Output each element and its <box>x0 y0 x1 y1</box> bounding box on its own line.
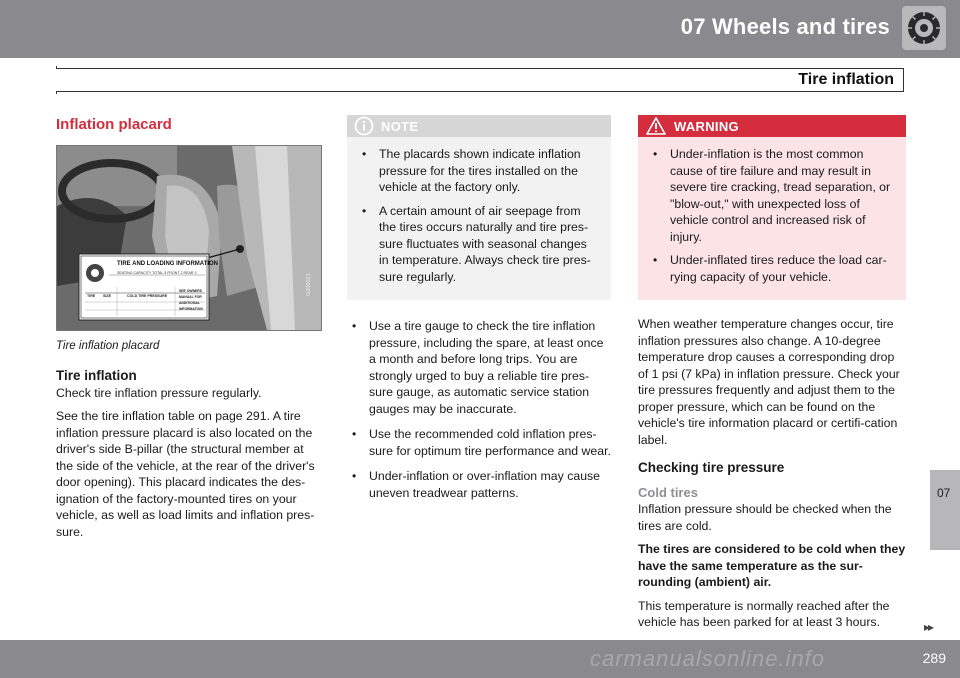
next-page-arrows-icon[interactable]: ▸▸ <box>924 620 933 634</box>
list-item: • Use the recommended cold inflation pres-sure for optimum tire performance and wear. <box>347 426 611 459</box>
column-left <box>56 110 322 547</box>
placard-seating-text: SEATING CAPACITY TOTAL 5 FRONT 2 REAR 3 <box>117 270 197 275</box>
paragraph: This temperature is normally reached after the vehicle has been parked for at least 3 hours. <box>638 598 890 629</box>
note-body <box>347 137 611 300</box>
list-item: • Under-inflation or over-inflation may cause uneven treadwear patterns. <box>347 468 611 501</box>
list-item: • Use a tire gauge to check the tire inflation pressure, including the spare, at least once a month and before long trips. You are strongly urged to buy a reliable tire pres-sure gauge, as automatic service station gauges may be inaccurate. <box>347 318 611 417</box>
paragraph: Check tire inflation pressure regularly. <box>56 385 262 400</box>
paragraph: When weather temperature changes occur, tire inflation pressures also change. A 10-degree temperature drop causes a corresponding drop of 1 psi (7 kPa) in inflation pressure. Check your tire pressures frequently and adjust them to the proper pressure, which can be found on the vehicle's tire information placard or certifi-cation label. <box>638 317 900 447</box>
placard-col-owners: SEE OWNERS MANUAL FOR ADDITIONAL INFORMATION <box>179 288 203 311</box>
cold-tires-heading: Cold tires <box>638 484 698 500</box>
inflation-placard-heading: Inflation placard <box>56 116 172 133</box>
section-title: Tire inflation <box>798 71 894 88</box>
page-number: 289 <box>922 650 946 666</box>
paragraph: Inflation pressure should be checked when the tires are cold. <box>638 502 892 533</box>
column-middle <box>347 110 611 510</box>
warning-triangle-icon <box>646 117 666 135</box>
tire-inflation-heading: Tire inflation <box>56 368 137 383</box>
photo-caption: Tire inflation placard <box>56 339 160 352</box>
placard-col-pressure: COLD TIRE PRESSURE <box>127 293 168 298</box>
chapter-side-tab <box>930 470 960 550</box>
section-header-bar <box>56 68 904 92</box>
placard-title-text: TIRE AND LOADING INFORMATION <box>117 260 218 267</box>
placard-photo <box>56 145 322 331</box>
paragraph-bold: The tires are considered to be cold when they have the same temperature as the sur-rounding (ambient) air. <box>638 542 906 589</box>
placard-col-tire: TIRE <box>87 293 96 298</box>
note-header <box>347 115 611 137</box>
watermark-text: carmanualsonline.info <box>590 646 826 671</box>
column-right <box>638 110 906 638</box>
chapter-title: 07 Wheels and tires <box>680 14 890 39</box>
note-item: • The placards shown indicate inflation pressure for the tires installed on the vehicle at the factory only. <box>357 146 599 196</box>
info-icon <box>353 116 375 136</box>
note-label: NOTE <box>381 119 419 134</box>
tire-icon <box>902 6 946 50</box>
side-tab-number: 07 <box>937 486 951 500</box>
note-item: • A certain amount of air seepage from the tires occurs naturally and tire pres-sure fluctuates with seasonal changes in temperature. Always check tire pres-sure regularly. <box>357 203 599 286</box>
checking-tire-pressure-heading: Checking tire pressure <box>638 460 785 475</box>
warning-label: WARNING <box>674 119 739 134</box>
warning-body <box>638 137 906 300</box>
placard-col-size: SIZE <box>103 293 111 298</box>
image-code: G000021 <box>306 272 312 296</box>
warning-box <box>638 115 906 300</box>
warning-item: • Under-inflation is the most common cause of tire failure and may result in severe tire cracking, tread separation, or "blow-out," with unexpected loss of vehicle control and increased risk of injury. <box>648 146 894 245</box>
warning-item: • Under-inflated tires reduce the load car-rying capacity of your vehicle. <box>648 252 894 285</box>
paragraph: See the tire inflation table on page 291. A tire inflation pressure placard is also located on the driver's side B-pillar (the structural member at the side of the vehicle, at the rear of the driver's door opening). This placard indicates the des-ignation of the factory-mounted tires on your vehicle, as well as load limits and inflation pres-sure. <box>56 409 315 539</box>
warning-header <box>638 115 906 137</box>
tire-check-list <box>347 318 611 501</box>
note-box <box>347 115 611 300</box>
